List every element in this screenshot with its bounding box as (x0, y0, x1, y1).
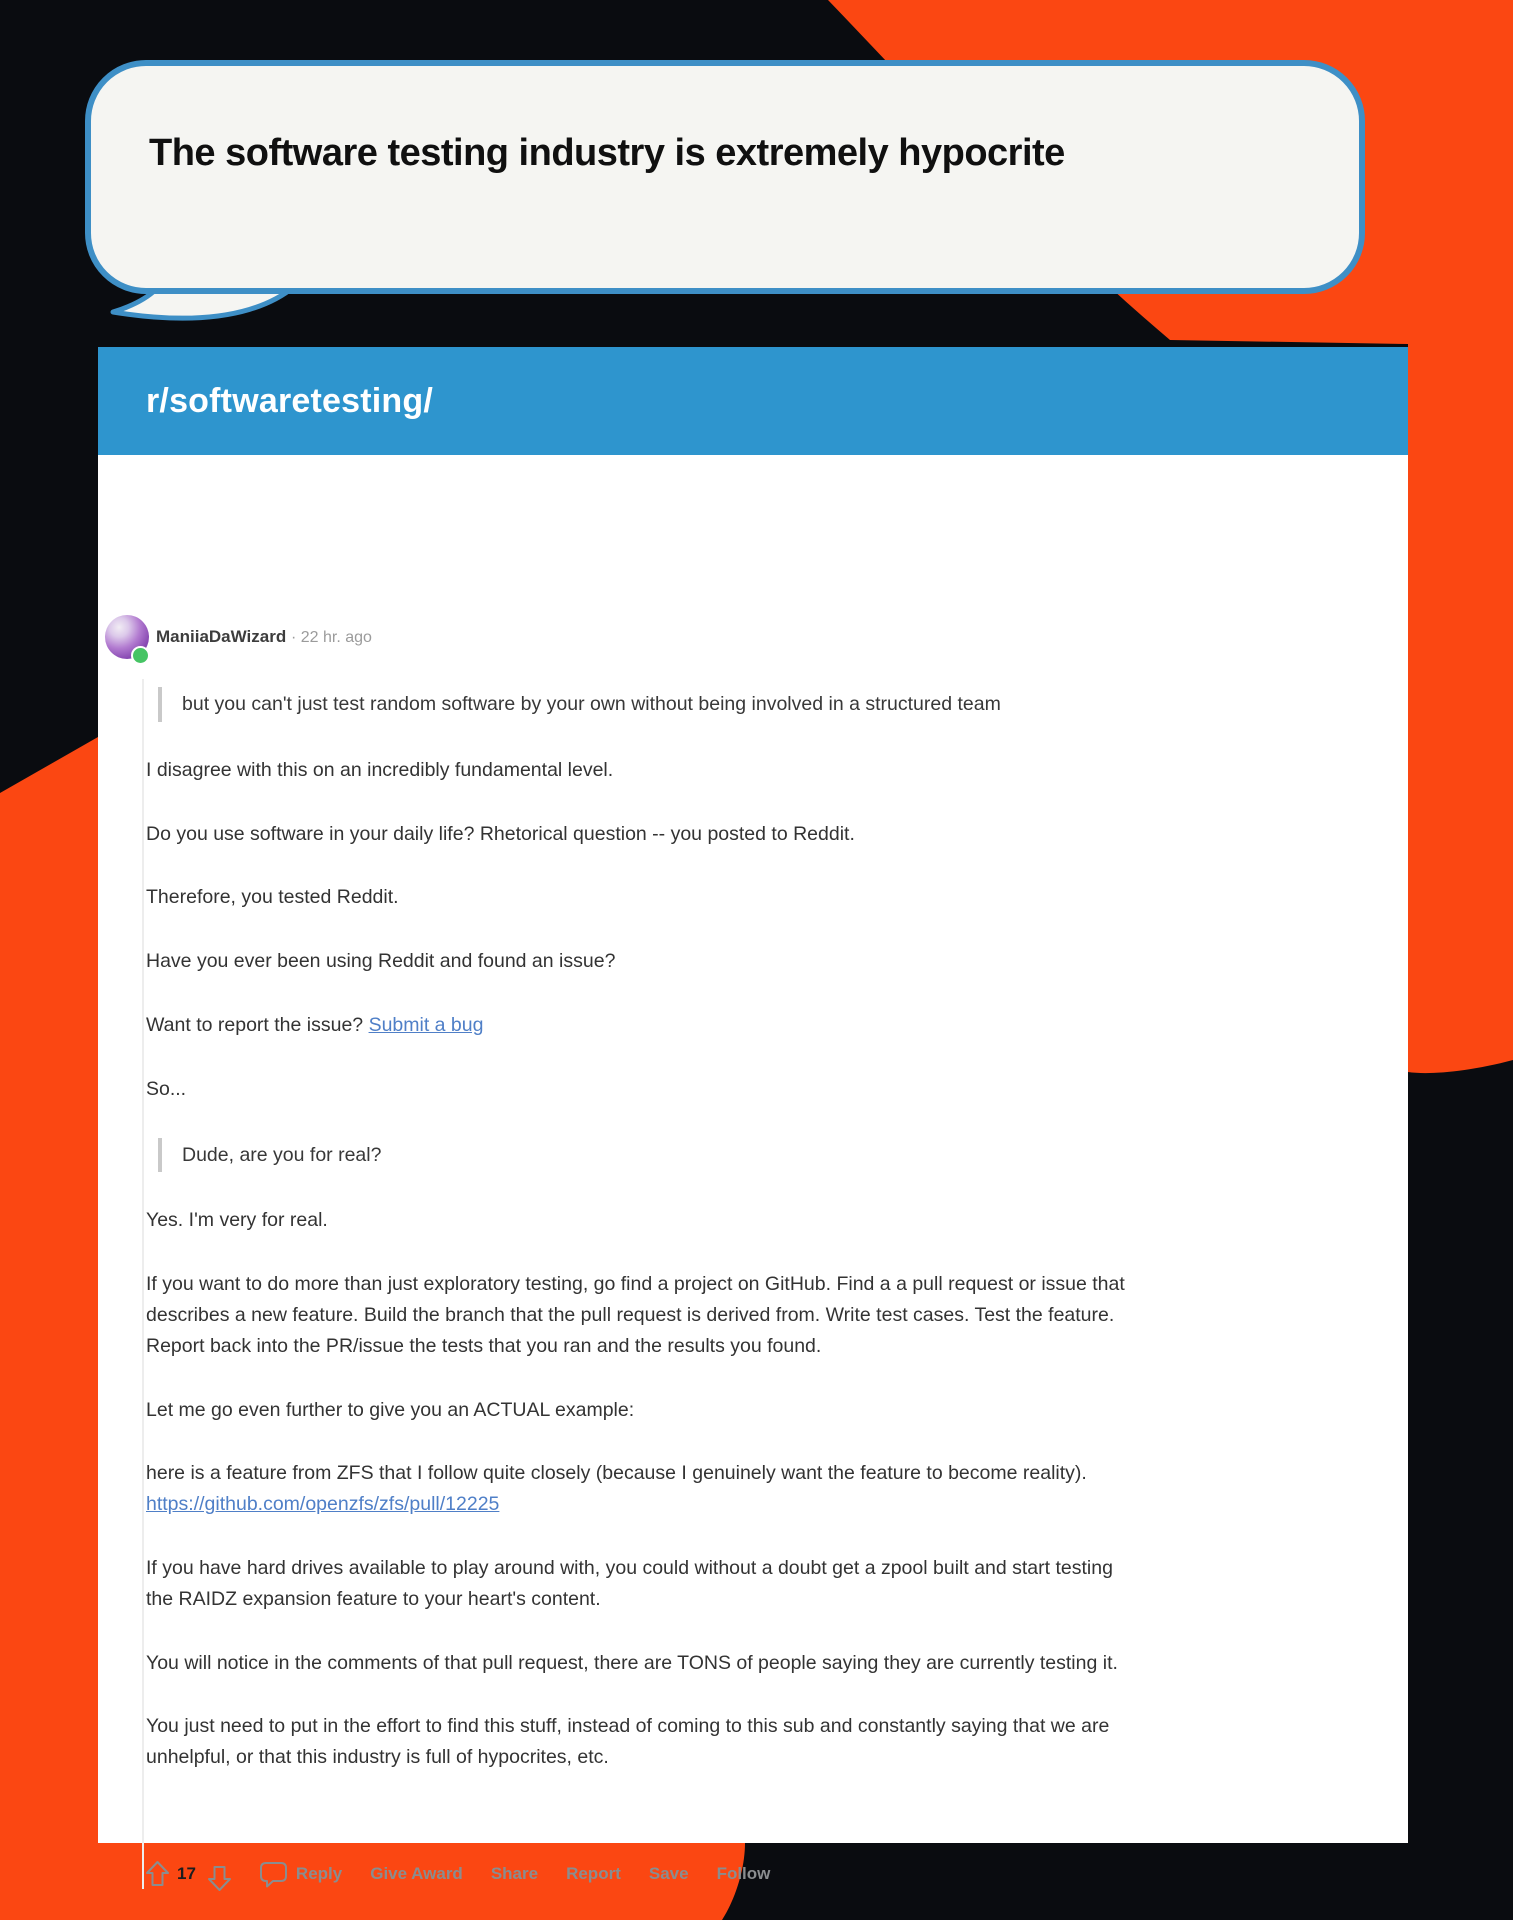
comment-body (146, 687, 1126, 1806)
text-run: You just need to put in the effort to find this stuff, instead of coming to this sub and constantly saying that we are unhelpful, or that this industry is full of hypocrites, etc. (146, 1715, 1110, 1769)
speech-bubble-body (88, 63, 1362, 291)
comment-timestamp: 22 hr. ago (300, 629, 372, 646)
text-run: Let me go even further to give you an ACTUAL example: (146, 1398, 635, 1421)
comment-paragraph (146, 1711, 1126, 1773)
online-status-dot (131, 646, 150, 665)
text-run: If you have hard drives available to play around with, you could without a doubt get a zpool built and start testing the RAIDZ expansion feature to your heart's content. (146, 1556, 1113, 1610)
speech-bubble (83, 58, 1368, 358)
text-run: Want to report the issue? (146, 1013, 369, 1036)
comment-paragraph (146, 946, 1126, 977)
text-run: Do you use software in your daily life? Rhetorical question -- you posted to Reddit. (146, 822, 855, 845)
comment-paragraph (146, 755, 1126, 786)
avatar[interactable] (105, 615, 149, 659)
report-button[interactable]: Report (566, 1864, 621, 1883)
text-run: If you want to do more than just exploratory testing, go find a project on GitHub. Find a a pull request or issue that describes a new feature. Build the branch that the pull request is derived from. Write test cases. Test the feature. Report back into the PR/issue the tests that you ran and the results you found. (146, 1273, 1125, 1357)
comment-paragraph (146, 1553, 1126, 1615)
comment-blockquote (158, 687, 1126, 722)
give-award-button[interactable]: Give Award (370, 1864, 463, 1883)
share-button[interactable]: Share (490, 1864, 539, 1883)
text-run: Therefore, you tested Reddit. (146, 886, 399, 909)
downvote-button[interactable] (206, 1863, 233, 1893)
subreddit-header (98, 347, 1408, 455)
upvote-icon (144, 1859, 171, 1889)
text-run: Dude, are you for real? (182, 1143, 382, 1166)
comment-paragraph (146, 882, 1126, 913)
comment-paragraph (146, 1269, 1126, 1361)
comment-paragraph (146, 1010, 1126, 1041)
comment-paragraph (146, 1458, 1126, 1520)
text-run: So... (146, 1077, 187, 1100)
reply-button[interactable] (259, 1859, 342, 1889)
inline-link[interactable]: https://github.com/openzfs/zfs/pull/12225 (146, 1493, 500, 1516)
text-run: here is a feature from ZFS that I follow quite closely (because I genuinely want the feature to become reality). (146, 1462, 1087, 1485)
comment-paragraph (146, 1395, 1126, 1426)
text-run: but you can't just test random software by your own without being involved in a structured team (182, 693, 1001, 715)
comment-bubble-icon (259, 1859, 288, 1889)
comment-author[interactable]: ManiiaDaWizard (156, 627, 287, 646)
text-run: Have you ever been using Reddit and found an issue? (146, 950, 616, 973)
upvote-button[interactable] (144, 1859, 171, 1889)
subreddit-name[interactable]: r/softwaretesting/ (146, 381, 433, 420)
text-run: Yes. I'm very for real. (146, 1209, 328, 1232)
text-run: You will notice in the comments of that pull request, there are TONS of people saying they are currently testing it. (146, 1651, 1118, 1674)
vote-count: 17 (177, 1864, 196, 1883)
downvote-icon (206, 1863, 233, 1893)
comment-paragraph (146, 1074, 1126, 1105)
meta-separator: · (290, 629, 297, 646)
follow-button[interactable]: Follow (716, 1864, 771, 1883)
comment-paragraph (146, 819, 1126, 850)
text-run: I disagree with this on an incredibly fundamental level. (146, 758, 614, 781)
reddit-card (98, 347, 1408, 1883)
reply-label: Reply (295, 1864, 343, 1883)
comment-paragraph (146, 1648, 1126, 1679)
post-title: The software testing industry is extremely hypocrite (149, 132, 1065, 174)
comment-paragraph (146, 1205, 1126, 1236)
inline-link[interactable]: Submit a bug (368, 1013, 484, 1036)
comment-thread-line (142, 679, 144, 1889)
comment-meta-row (156, 627, 372, 647)
save-button[interactable]: Save (648, 1864, 689, 1883)
comment-action-bar (144, 1855, 770, 1893)
comment-blockquote (158, 1138, 1126, 1173)
